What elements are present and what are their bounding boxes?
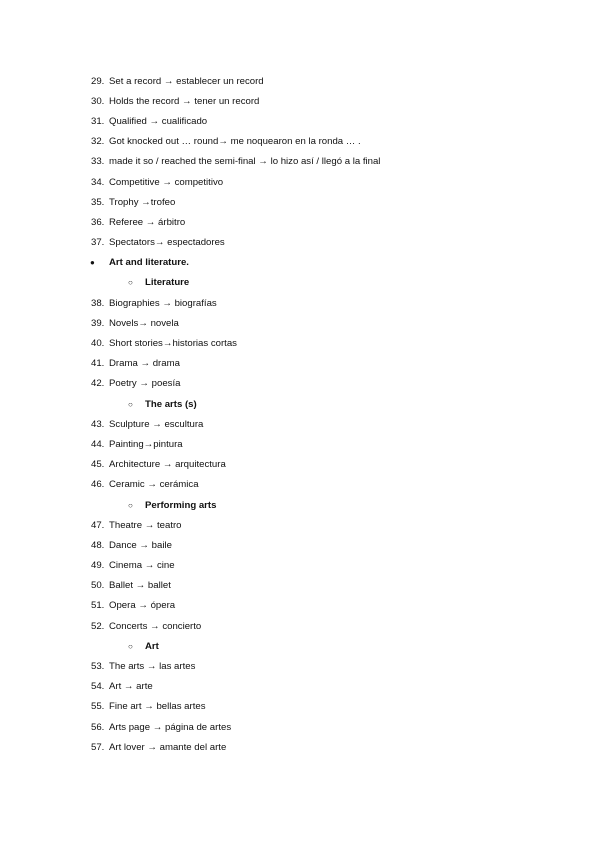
heading-text: Literature <box>145 277 190 289</box>
item-text: Got knocked out … round→ me noquearon en la ronda … . <box>109 136 361 148</box>
item-number: 29. <box>91 75 105 87</box>
item-text: Arts page → página de artes <box>109 721 232 733</box>
item-text: Painting→pintura <box>109 438 183 450</box>
list-item <box>0 354 600 374</box>
item-text: Art lover → amante del arte <box>109 741 227 753</box>
list-item <box>0 233 600 253</box>
item-text: Concerts → concierto <box>109 620 202 632</box>
circle-bullet-icon: ○ <box>128 399 133 409</box>
item-text: Competitive → competitivo <box>109 176 224 188</box>
list-item <box>0 132 600 152</box>
item-text: The arts → las artes <box>109 661 196 673</box>
item-text: Spectators→ espectadores <box>109 237 225 249</box>
list-item <box>0 737 600 757</box>
item-text: Architecture → arquitectura <box>109 459 226 471</box>
list-item <box>0 313 600 333</box>
list-item <box>0 596 600 616</box>
item-number: 55. <box>91 701 105 713</box>
list-item <box>0 616 600 636</box>
list-item <box>0 374 600 394</box>
bullet-icon: ● <box>90 258 95 268</box>
item-text: Opera → ópera <box>109 600 176 612</box>
list-item <box>0 677 600 697</box>
subsection-heading <box>0 636 600 656</box>
item-text: made it so / reached the semi-final → lo hizo así / llegó a la final <box>109 156 381 168</box>
item-number: 42. <box>91 378 105 390</box>
item-number: 46. <box>91 479 105 491</box>
list-item <box>0 212 600 232</box>
item-number: 34. <box>91 176 105 188</box>
list-item <box>0 434 600 454</box>
heading-text: Art and literature. <box>109 257 189 269</box>
subsection-heading <box>0 394 600 414</box>
item-number: 54. <box>91 681 105 693</box>
item-number: 39. <box>91 317 105 329</box>
list-item <box>0 71 600 91</box>
list-item <box>0 717 600 737</box>
vocabulary-list <box>0 71 600 757</box>
item-text: Ceramic → cerámica <box>109 479 199 491</box>
item-number: 49. <box>91 560 105 572</box>
item-number: 33. <box>91 156 105 168</box>
list-item <box>0 697 600 717</box>
item-number: 50. <box>91 580 105 592</box>
item-number: 44. <box>91 438 105 450</box>
item-text: Biographies → biografías <box>109 297 217 309</box>
item-number: 36. <box>91 216 105 228</box>
item-text: Novels→ novela <box>109 317 179 329</box>
item-text: Art → arte <box>109 681 153 693</box>
list-item <box>0 192 600 212</box>
item-text: Sculpture → escultura <box>109 418 204 430</box>
item-number: 53. <box>91 661 105 673</box>
item-text: Qualified → cualificado <box>109 115 208 127</box>
item-text: Dance → baile <box>109 539 172 551</box>
item-number: 35. <box>91 196 105 208</box>
item-number: 57. <box>91 741 105 753</box>
item-text: Poetry → poesía <box>109 378 181 390</box>
subsection-heading <box>0 273 600 293</box>
heading-text: The arts (s) <box>145 398 197 410</box>
list-item <box>0 414 600 434</box>
item-number: 45. <box>91 459 105 471</box>
section-heading <box>0 253 600 273</box>
list-item <box>0 556 600 576</box>
list-item <box>0 535 600 555</box>
item-number: 40. <box>91 338 105 350</box>
list-item <box>0 111 600 131</box>
item-number: 51. <box>91 600 105 612</box>
circle-bullet-icon: ○ <box>128 500 133 510</box>
item-number: 32. <box>91 136 105 148</box>
item-number: 43. <box>91 418 105 430</box>
item-number: 48. <box>91 539 105 551</box>
subsection-heading <box>0 495 600 515</box>
item-number: 37. <box>91 237 105 249</box>
list-item <box>0 333 600 353</box>
item-number: 38. <box>91 297 105 309</box>
circle-bullet-icon: ○ <box>128 641 133 651</box>
item-number: 56. <box>91 721 105 733</box>
list-item <box>0 455 600 475</box>
heading-text: Performing arts <box>145 499 217 511</box>
list-item <box>0 656 600 676</box>
item-number: 52. <box>91 620 105 632</box>
item-number: 41. <box>91 358 105 370</box>
list-item <box>0 475 600 495</box>
item-text: Referee → árbitro <box>109 216 186 228</box>
list-item <box>0 515 600 535</box>
item-text: Ballet → ballet <box>109 580 171 592</box>
item-text: Theatre → teatro <box>109 519 182 531</box>
item-text: Drama → drama <box>109 358 180 370</box>
item-text: Trophy →trofeo <box>109 196 176 208</box>
heading-text: Art <box>145 640 159 652</box>
item-number: 47. <box>91 519 105 531</box>
item-number: 31. <box>91 115 105 127</box>
item-text: Set a record → establecer un record <box>109 75 264 87</box>
list-item <box>0 91 600 111</box>
list-item <box>0 576 600 596</box>
item-text: Cinema → cine <box>109 560 175 572</box>
item-text: Short stories→historias cortas <box>109 338 237 350</box>
item-number: 30. <box>91 95 105 107</box>
list-item <box>0 293 600 313</box>
list-item <box>0 152 600 172</box>
item-text: Holds the record → tener un record <box>109 95 260 107</box>
circle-bullet-icon: ○ <box>128 278 133 288</box>
item-text: Fine art → bellas artes <box>109 701 206 713</box>
list-item <box>0 172 600 192</box>
